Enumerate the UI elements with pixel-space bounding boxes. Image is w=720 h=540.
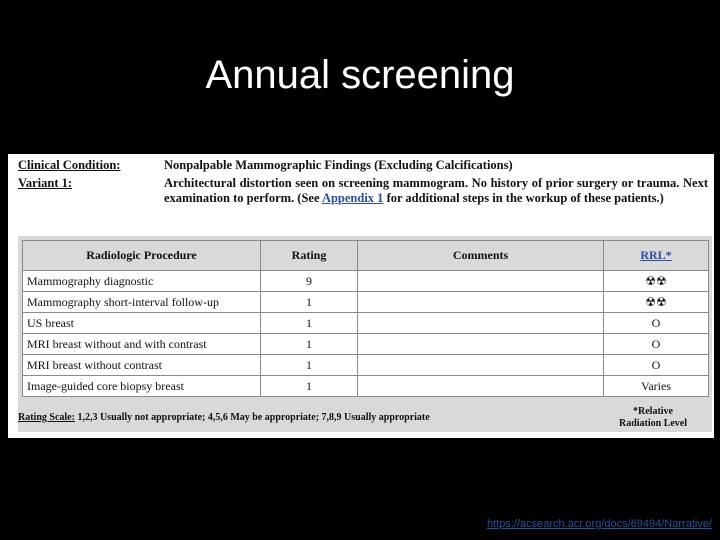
procedure-cell: MRI breast without and with contrast [23, 334, 261, 355]
table-row [23, 334, 709, 355]
procedure-cell: Mammography diagnostic [23, 271, 261, 292]
comments-cell [358, 313, 604, 334]
appendix-link[interactable]: Appendix 1 [321, 191, 384, 205]
rating-scale [18, 412, 430, 423]
procedure-cell: Mammography short-interval follow-up [23, 292, 261, 313]
rating-cell: 9 [261, 271, 358, 292]
procedure-cell: Image-guided core biopsy breast [23, 376, 261, 397]
variant-row [18, 176, 708, 206]
table-row [23, 271, 709, 292]
rating-cell: 1 [261, 376, 358, 397]
table-row [23, 376, 709, 397]
rating-cell: 1 [261, 313, 358, 334]
comments-cell [358, 355, 604, 376]
rrl-note-line-2: Radiation Level [618, 418, 688, 429]
rating-cell: 1 [261, 334, 358, 355]
rrl-cell: O [604, 355, 709, 376]
acr-criteria-document [8, 154, 714, 438]
variant-text-2: for additional steps in the workup of these patients.) [383, 191, 664, 205]
procedure-cell: MRI breast without contrast [23, 355, 261, 376]
comments-cell [358, 271, 604, 292]
table-row [23, 292, 709, 313]
comments-cell [358, 334, 604, 355]
header-procedure: Radiologic Procedure [23, 241, 261, 271]
clinical-condition-label: Clinical Condition: [18, 158, 121, 172]
slide-title: Annual screening [205, 53, 515, 97]
header-comments: Comments [358, 241, 604, 271]
variant-description [164, 176, 708, 206]
rating-scale-text: 1,2,3 Usually not appropriate; 4,5,6 May be appropriate; 7,8,9 Usually appropriate [74, 412, 430, 423]
clinical-condition-value: Nonpalpable Mammographic Findings (Excluding Calcifications) [164, 158, 513, 172]
source-url-link[interactable]: https://acsearch.acr.org/docs/69494/Narrative/ [486, 518, 712, 530]
rrl-link[interactable]: RRL* [640, 248, 672, 262]
header-rrl [604, 241, 709, 271]
rrl-cell: ☢☢ [604, 271, 709, 292]
rating-cell: 1 [261, 355, 358, 376]
variant-text-1: Architectural distortion seen on screening mammogram. No history of prior surgery or trauma. Next examination to perform. (See [164, 176, 708, 205]
table-row [23, 355, 709, 376]
comments-cell [358, 376, 604, 397]
header-rating: Rating [261, 241, 358, 271]
condition-block [18, 158, 708, 206]
table-row [23, 313, 709, 334]
procedure-cell: US breast [23, 313, 261, 334]
comments-cell [358, 292, 604, 313]
rrl-note-line-1: *Relative [633, 406, 673, 417]
rating-cell: 1 [261, 292, 358, 313]
rating-table [22, 240, 709, 397]
rating-table-panel [18, 236, 712, 432]
rrl-note [608, 406, 698, 430]
table-header-row [23, 241, 709, 271]
rrl-cell: O [604, 334, 709, 355]
rrl-cell: O [604, 313, 709, 334]
variant-label: Variant 1: [18, 176, 73, 190]
clinical-condition-row [18, 158, 708, 173]
rrl-cell: Varies [604, 376, 709, 397]
table-footnote [18, 408, 704, 438]
rating-scale-label: Rating Scale: [18, 412, 75, 423]
rrl-cell: ☢☢ [604, 292, 709, 313]
